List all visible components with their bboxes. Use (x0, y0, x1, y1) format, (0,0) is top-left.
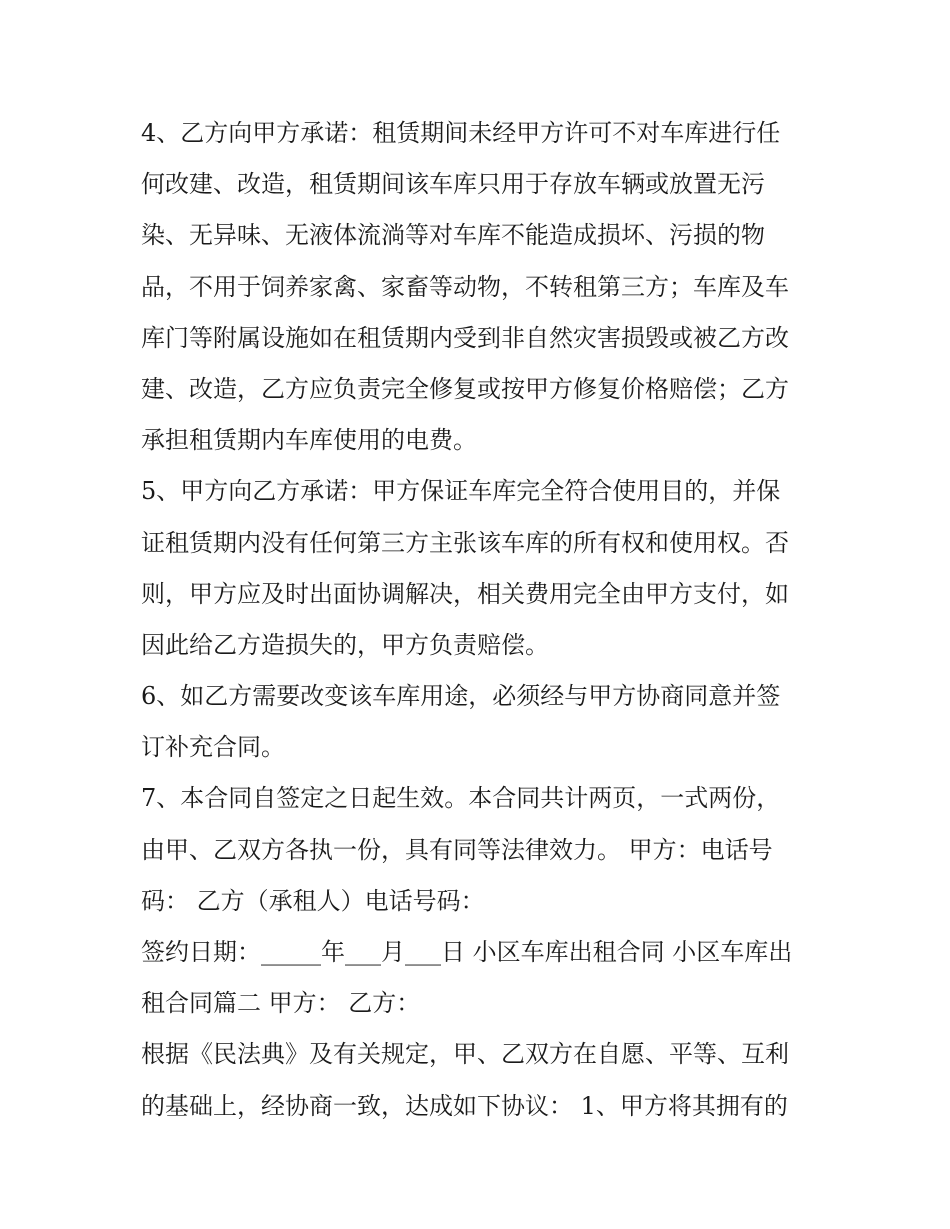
text-line-10: 则，甲方应及时出面协调解决，相关费用完全由甲方支付，如 (141, 579, 789, 608)
text-line-14: 7、本合同自签定之日起生效。本合同共计两页，一式两份， (141, 784, 781, 813)
text-line-18: 租合同篇二 甲方： 乙方： (141, 989, 421, 1018)
text-line-13: 订补充合同。 (141, 733, 285, 762)
text-line-4: 品，不用于饲养家禽、家畜等动物，不转租第三方；车库及车 (141, 272, 789, 301)
text-line-16: 码： 乙方（承租人）电话号码： (141, 886, 485, 915)
text-line-17: 签约日期：_____年___月___日 小区车库出租合同 小区车库出 (141, 938, 793, 966)
text-line-12: 6、如乙方需要改变该车库用途，必须经与甲方协商同意并签 (141, 682, 781, 711)
text-line-5: 库门等附属设施如在租赁期内受到非自然灾害损毁或被乙方改 (141, 323, 789, 352)
text-line-6: 建、改造，乙方应负责完全修复或按甲方修复价格赔偿；乙方 (141, 374, 789, 403)
text-line-2: 何改建、改造，租赁期间该车库只用于存放车辆或放置无污 (141, 170, 765, 199)
text-line-1: 4、乙方向甲方承诺：租赁期间未经甲方许可不对车库进行任 (141, 119, 781, 147)
text-line-3: 染、无异味、无液体流淌等对车库不能造成损坏、污损的物 (141, 221, 765, 250)
contract-text-block (141, 108, 821, 1132)
text-line-20: 的基础上，经协商一致，达成如下协议： 1、甲方将其拥有的 (141, 1091, 788, 1120)
text-line-15: 由甲、乙双方各执一份，具有同等法律效力。 甲方：电话号 (141, 835, 773, 864)
text-line-8: 5、甲方向乙方承诺：甲方保证车库完全符合使用目的，并保 (141, 477, 781, 506)
text-line-19: 根据《民法典》及有关规定，甲、乙双方在自愿、平等、互利 (141, 1040, 789, 1069)
text-line-9: 证租赁期内没有任何第三方主张该车库的所有权和使用权。否 (141, 528, 789, 557)
text-line-11: 因此给乙方造损失的，甲方负责赔偿。 (141, 630, 549, 659)
text-line-7: 承担租赁期内车库使用的电费。 (141, 426, 477, 455)
